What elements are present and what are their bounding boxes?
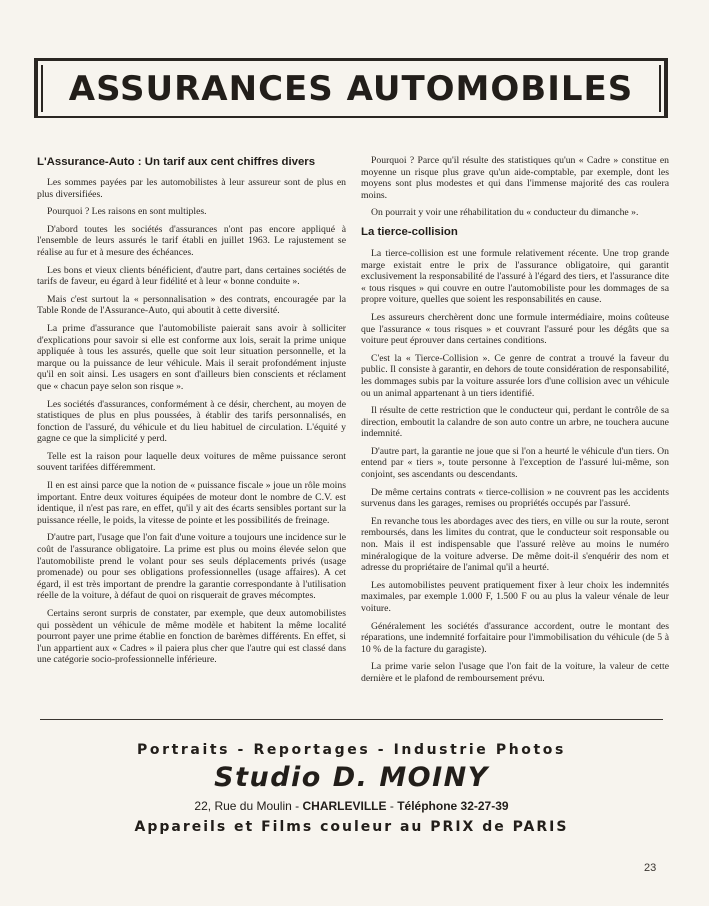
right-column-heading: La tierce-collision bbox=[361, 225, 458, 238]
ad-address-street: 22, Rue du Moulin bbox=[194, 799, 292, 813]
paragraph: D'autre part, l'usage que l'on fait d'une voiture a toujours une incidence sur le coût de l'assurance obligatoire. La prime est plus ou moins élevée selon que l'automobiliste prend le volant pour ses seuls déplacements privés (usage promenade) ou pour ses obligations professionnelles (usage affaires). A cet égard, il est très important de prendre la garantie correspondante à l'utilisation réelle de la voiture, à défaut de quoi on risquerait de graves mécomptes. bbox=[37, 532, 346, 602]
paragraph: D'autre part, la garantie ne joue que si l'on a heurté le véhicule d'un tiers. On entend par « tiers », toute personne à l'exception de l'assuré lui-même, son conjoint, ses ascendants ou descendants. bbox=[361, 445, 669, 481]
title-box bbox=[34, 58, 668, 118]
paragraph: La prime varie selon l'usage que l'on fait de la voiture, la valeur de cette dernière et le plafond de remboursement prévu. bbox=[361, 661, 669, 684]
ad-slogan-line: Appareils et Films couleur au PRIX de PARIS bbox=[134, 819, 569, 835]
paragraph: La tierce-collision est une formule relativement récente. Une trop grande marge existait entre le prix de l'assurance obligatoire, qui garantit exclusivement la responsabilité de l'assuré à l'égard des tiers, et l'assurance dite « tous risques » qui couvre en outre l'automobiliste pour les dommages de sa propre voiture, quelles que soient les responsabilités en cause. bbox=[361, 247, 669, 306]
left-column bbox=[37, 155, 346, 672]
ad-address-line bbox=[40, 797, 663, 815]
ad-studio-name: Studio D. MOINY bbox=[214, 762, 489, 793]
paragraph: Il en est ainsi parce que la notion de « puissance fiscale » joue un rôle moins important. Entre deux voitures équipées de moteur dont le nombre de C.V. est identique, il n'est pas rare, en effet, qu'il y ait des écarts sensibles portant sur la puissance réelle, le poids, la vitesse de pointe et les possibilités de freinage. bbox=[37, 480, 346, 526]
paragraph: Généralement les sociétés d'assurance accordent, outre le montant des réparations, une indemnité forfaitaire pour l'immobilisation du véhicule (de 5 à 10 % de la facture du garagiste). bbox=[361, 620, 669, 655]
paragraph: La prime d'assurance que l'automobiliste paierait sans avoir à solliciter d'explications pour savoir si elle est conforme aux lois, serait la prime unique appliquée à tous les assurés, quelle que soit leur situation personnelle, et la marque ou la puissance de leur véhicule. Mais il serait profondément injuste qu'il en soit ainsi. Les usagers en sont d'ailleurs bien conscients et réclament que « chacun paye selon son risque ». bbox=[37, 322, 346, 392]
ad-separator: - bbox=[295, 799, 303, 813]
paragraph: Mais c'est surtout la « personnalisation » des contrats, encouragée par la Table Ronde de l'Assurance-Auto, qui aboutit à cette diversité. bbox=[37, 293, 346, 317]
paragraph: De même certains contrats « tierce-collision » ne couvrent pas les accidents survenus dans les garages, remises ou propriétés occupés par l'assuré. bbox=[361, 486, 669, 510]
paragraph: En revanche tous les abordages avec des tiers, en ville ou sur la route, seront remboursés, dans les limites du contrat, que le conducteur soit responsable ou non. Mais il est indispensable que l'assuré relève au moins le numéro minéralogique de la voiture adverse. De même doit-il s'enquérir des nom et adresse du propriétaire de l'animal qu'il a heurté. bbox=[361, 515, 669, 574]
paragraph: Il résulte de cette restriction que le conducteur qui, perdant le contrôle de sa direction, emboutit la calandre de son auto contre un arbre, ne touchera aucune indemnité. bbox=[361, 405, 669, 440]
page-title: ASSURANCES AUTOMOBILES bbox=[68, 69, 634, 109]
paragraph: D'abord toutes les sociétés d'assurances n'ont pas encore appliqué à l'ensemble de leurs assurés le tarif établi en juillet 1963. Le rajustement se réalise au fur et à mesure des échéances. bbox=[37, 223, 346, 258]
left-column-heading: L'Assurance-Auto : Un tarif aux cent chiffres divers bbox=[37, 156, 316, 168]
paragraph: Les assureurs cherchèrent donc une formule intermédiaire, moins coûteuse que l'assurance « tous risques » et couvrant l'assuré pour les dégâts que sa voiture peut éprouver dans certaines conditions. bbox=[361, 311, 669, 347]
paragraph: Les sommes payées par les automobilistes à leur assureur sont de plus en plus diversifiées. bbox=[37, 177, 346, 200]
paragraph: Les sociétés d'assurances, conformément à ce désir, cherchent, au moyen de statistiques de plus en plus poussées, à établir des tarifs personnalisés, en fonction de l'assuré, du véhicule et du lieu habituel de circulation. L'équité y gagne ce que la simplicité y perd. bbox=[37, 398, 346, 445]
ad-address-phone: Téléphone 32-27-39 bbox=[397, 799, 509, 813]
paragraph: Certains seront surpris de constater, par exemple, que deux automobilistes qui possèdent un véhicule de même modèle et habitent la même localité pourront payer une prime établie en fonction de barèmes différents. En effet, si l'un appartient aux « Cadres » il paiera plus cher que l'autre qui est classé dans une catégorie socio-professionnelle inférieure. bbox=[37, 608, 346, 666]
studio-advertisement bbox=[40, 740, 663, 837]
paragraph: Les automobilistes peuvent pratiquement fixer à leur choix les indemnités maximales, par exemple 1.000 F, 1.500 F ou au plus la valeur vénale de leur voiture. bbox=[361, 579, 669, 614]
paragraph: Telle est la raison pour laquelle deux voitures de même puissance seront souvent tarifées différemment. bbox=[37, 450, 346, 474]
ad-separator: - bbox=[389, 799, 398, 813]
ad-services-line: Portraits - Reportages - Industrie Photos bbox=[137, 742, 566, 758]
ad-address-city: CHARLEVILLE bbox=[302, 799, 387, 813]
paragraph: Les bons et vieux clients bénéficient, d'autre part, dans certaines sociétés de tarifs de faveur, eu égard à leur fidélité et à leur « bonne conduite ». bbox=[37, 264, 346, 288]
paragraph: Pourquoi ? Parce qu'il résulte des statistiques qu'un « Cadre » constitue en moyenne un risque plus grave qu'un aide-comptable, par exemple, dont les moyens sont plus modestes et qui dans l'immense majorité des cas roulera moins. bbox=[361, 155, 669, 201]
paragraph: On pourrait y voir une réhabilitation du « conducteur du dimanche ». bbox=[371, 207, 639, 219]
paragraph: C'est la « Tierce-Collision ». Ce genre de contrat a trouvé la faveur du public. Il consiste à garantir, en dehors de toute considération de responsabilité, les dommages subis par la voiture assurée lors d'une collision avec un véhicule ou un animal appartenant à un tiers identifié. bbox=[361, 352, 669, 399]
paragraph: Pourquoi ? Les raisons en sont multiples. bbox=[47, 206, 207, 218]
divider-rule bbox=[40, 719, 663, 720]
page-number: 23 bbox=[644, 862, 657, 874]
right-column bbox=[361, 155, 669, 691]
